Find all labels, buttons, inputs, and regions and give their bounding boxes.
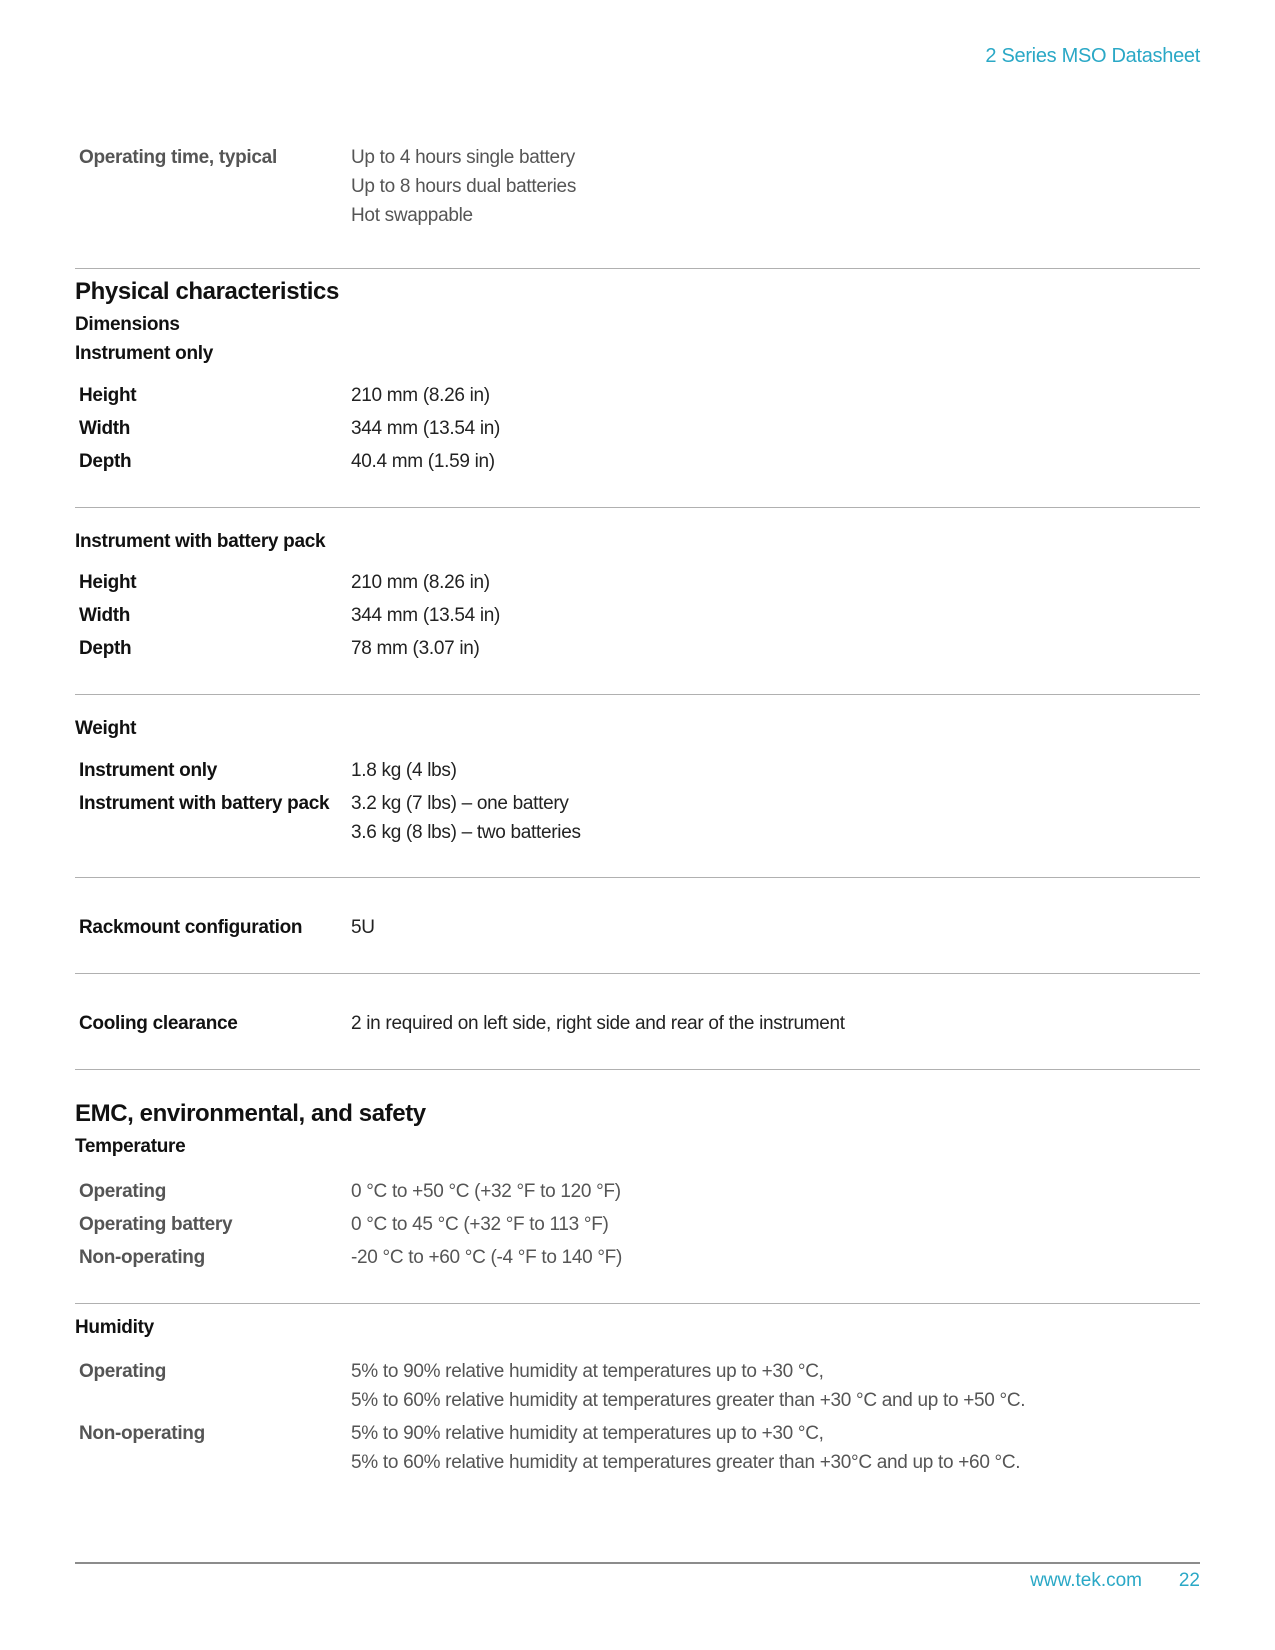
batt-height-value: 210 mm (8.26 in)	[351, 572, 490, 593]
batt-height-label: Height	[79, 572, 137, 593]
humidity-operating-value-2: 5% to 60% relative humidity at temperatures greater than +30 °C and up to +50 °C.	[351, 1390, 1026, 1411]
temp-operating-battery-label: Operating battery	[79, 1214, 233, 1235]
batt-width-label: Width	[79, 605, 131, 626]
dim-height-value: 210 mm (8.26 in)	[351, 385, 490, 406]
divider	[75, 694, 1200, 695]
operating-time-value-1: Up to 4 hours single battery	[351, 147, 575, 168]
rackmount-label: Rackmount configuration	[79, 917, 303, 938]
humidity-nonoperating-label: Non-operating	[79, 1423, 205, 1444]
humidity-operating-label: Operating	[79, 1361, 167, 1382]
humidity-nonoperating-value-2: 5% to 60% relative humidity at temperatures greater than +30°C and up to +60 °C.	[351, 1452, 1021, 1473]
website-link[interactable]: www.tek.com	[1030, 1570, 1142, 1591]
divider	[75, 507, 1200, 508]
rackmount-value: 5U	[351, 917, 375, 938]
dim-depth-label: Depth	[79, 451, 132, 472]
batt-depth-label: Depth	[79, 638, 132, 659]
with-battery-heading: Instrument with battery pack	[75, 531, 326, 552]
temp-nonoperating-label: Non-operating	[79, 1247, 205, 1268]
dim-height-label: Height	[79, 385, 137, 406]
temp-operating-label: Operating	[79, 1181, 167, 1202]
weight-instrument-label: Instrument only	[79, 760, 218, 781]
operating-time-value-2: Up to 8 hours dual batteries	[351, 176, 577, 197]
temp-nonoperating-value: -20 °C to +60 °C (-4 °F to 140 °F)	[351, 1247, 622, 1268]
divider	[75, 1069, 1200, 1070]
divider	[75, 877, 1200, 878]
temp-operating-battery-value: 0 °C to 45 °C (+32 °F to 113 °F)	[351, 1214, 609, 1235]
section-title-emc: EMC, environmental, and safety	[75, 1100, 426, 1127]
dim-width-label: Width	[79, 418, 131, 439]
cooling-value: 2 in required on left side, right side and rear of the instrument	[351, 1013, 845, 1034]
temperature-heading: Temperature	[75, 1136, 186, 1157]
document-title: 2 Series MSO Datasheet	[985, 45, 1200, 67]
divider	[75, 268, 1200, 269]
dim-depth-value: 40.4 mm (1.59 in)	[351, 451, 495, 472]
weight-battery-label: Instrument with battery pack	[79, 793, 330, 814]
footer-rule	[75, 1562, 1200, 1564]
batt-width-value: 344 mm (13.54 in)	[351, 605, 501, 626]
weight-battery-value-1: 3.2 kg (7 lbs) – one battery	[351, 793, 569, 814]
cooling-label: Cooling clearance	[79, 1013, 238, 1034]
weight-heading: Weight	[75, 718, 137, 739]
section-title-physical: Physical characteristics	[75, 278, 339, 305]
humidity-heading: Humidity	[75, 1317, 154, 1338]
humidity-operating-value-1: 5% to 90% relative humidity at temperatures up to +30 °C,	[351, 1361, 824, 1382]
dim-width-value: 344 mm (13.54 in)	[351, 418, 501, 439]
batt-depth-value: 78 mm (3.07 in)	[351, 638, 480, 659]
dimensions-heading: Dimensions	[75, 314, 180, 335]
divider	[75, 1303, 1200, 1304]
humidity-nonoperating-value-1: 5% to 90% relative humidity at temperatures up to +30 °C,	[351, 1423, 824, 1444]
operating-time-value-3: Hot swappable	[351, 205, 473, 226]
weight-instrument-value: 1.8 kg (4 lbs)	[351, 760, 457, 781]
instrument-only-heading: Instrument only	[75, 343, 214, 364]
page-number: 22	[1178, 1570, 1200, 1591]
temp-operating-value: 0 °C to +50 °C (+32 °F to 120 °F)	[351, 1181, 621, 1202]
operating-time-label: Operating time, typical	[79, 147, 277, 168]
weight-battery-value-2: 3.6 kg (8 lbs) – two batteries	[351, 822, 581, 843]
divider	[75, 973, 1200, 974]
